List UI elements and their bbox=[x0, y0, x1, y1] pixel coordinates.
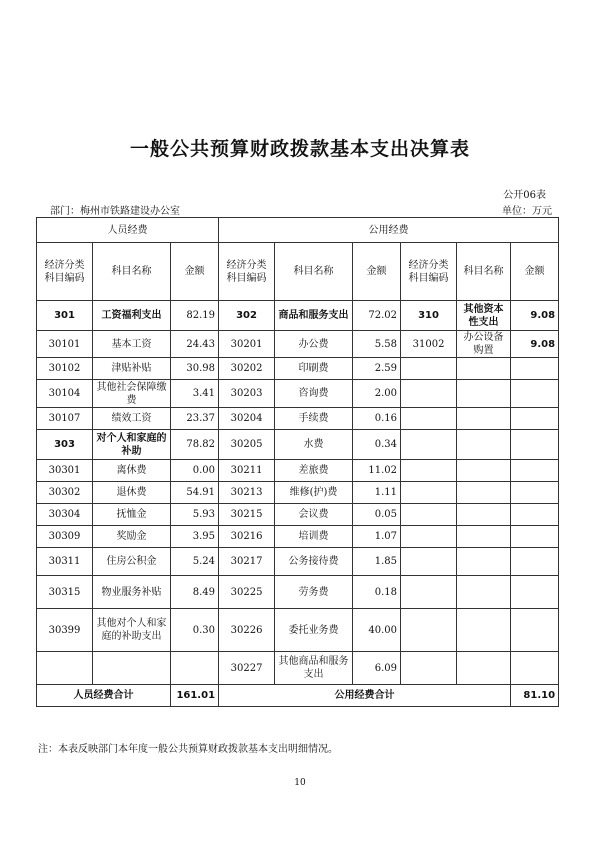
amount-cell bbox=[511, 430, 559, 460]
item-name-cell: 对个人和家庭的补助 bbox=[93, 430, 171, 460]
col-amount: 金额 bbox=[353, 243, 401, 301]
econ-code-cell bbox=[401, 482, 457, 504]
item-name-cell bbox=[457, 380, 511, 408]
econ-code-cell: 30304 bbox=[37, 504, 93, 526]
item-name-cell: 基本工资 bbox=[93, 331, 171, 358]
table-row bbox=[37, 358, 559, 380]
col-item-name: 科目名称 bbox=[457, 243, 511, 301]
amount-cell bbox=[511, 482, 559, 504]
amount-cell: 5.58 bbox=[353, 331, 401, 358]
item-name-cell: 委托业务费 bbox=[275, 609, 353, 652]
amount-cell: 30.98 bbox=[171, 358, 219, 380]
item-name-cell bbox=[457, 576, 511, 609]
amount-cell: 23.37 bbox=[171, 408, 219, 430]
amount-cell: 1.11 bbox=[353, 482, 401, 504]
item-name-cell bbox=[93, 652, 171, 685]
econ-code-cell bbox=[401, 548, 457, 576]
item-name-cell: 劳务费 bbox=[275, 576, 353, 609]
econ-code-cell: 30101 bbox=[37, 331, 93, 358]
item-name-cell bbox=[457, 504, 511, 526]
econ-code-cell: 30217 bbox=[219, 548, 275, 576]
econ-code-cell bbox=[401, 380, 457, 408]
item-name-cell: 水费 bbox=[275, 430, 353, 460]
amount-cell bbox=[511, 609, 559, 652]
item-name-cell: 其他资本性支出 bbox=[457, 301, 511, 331]
form-code: 公开06表 bbox=[503, 190, 546, 201]
amount-cell: 54.91 bbox=[171, 482, 219, 504]
item-name-cell bbox=[457, 430, 511, 460]
page-title: 一般公共预算财政拨款基本支出决算表 bbox=[129, 138, 470, 160]
table-row bbox=[37, 609, 559, 652]
table-row bbox=[37, 652, 559, 685]
econ-code-cell: 301 bbox=[37, 301, 93, 331]
econ-code-cell: 303 bbox=[37, 430, 93, 460]
econ-code-cell: 302 bbox=[219, 301, 275, 331]
econ-code-cell: 31002 bbox=[401, 331, 457, 358]
public-total-value: 81.10 bbox=[511, 685, 559, 707]
item-name-cell: 商品和服务支出 bbox=[275, 301, 353, 331]
amount-cell: 72.02 bbox=[353, 301, 401, 331]
econ-code-cell bbox=[401, 576, 457, 609]
econ-code-cell bbox=[401, 504, 457, 526]
econ-code-cell: 30399 bbox=[37, 609, 93, 652]
amount-cell: 0.00 bbox=[171, 460, 219, 482]
item-name-cell: 印刷费 bbox=[275, 358, 353, 380]
item-name-cell bbox=[457, 526, 511, 548]
amount-cell bbox=[511, 504, 559, 526]
econ-code-cell bbox=[401, 526, 457, 548]
econ-code-cell: 310 bbox=[401, 301, 457, 331]
amount-cell: 78.82 bbox=[171, 430, 219, 460]
econ-code-cell bbox=[401, 358, 457, 380]
econ-code-cell bbox=[401, 652, 457, 685]
amount-cell bbox=[511, 576, 559, 609]
col-amount: 金额 bbox=[171, 243, 219, 301]
amount-cell bbox=[511, 460, 559, 482]
econ-code-cell: 30213 bbox=[219, 482, 275, 504]
amount-cell: 0.16 bbox=[353, 408, 401, 430]
item-name-cell bbox=[457, 609, 511, 652]
econ-code-cell: 30215 bbox=[219, 504, 275, 526]
item-name-cell: 差旅费 bbox=[275, 460, 353, 482]
econ-code-cell: 30227 bbox=[219, 652, 275, 685]
item-name-cell: 其他对个人和家庭的补助支出 bbox=[93, 609, 171, 652]
item-name-cell: 奖励金 bbox=[93, 526, 171, 548]
amount-cell: 2.00 bbox=[353, 380, 401, 408]
amount-cell: 6.09 bbox=[353, 652, 401, 685]
econ-code-cell: 30203 bbox=[219, 380, 275, 408]
item-name-cell: 其他社会保障缴费 bbox=[93, 380, 171, 408]
expenditure-table bbox=[36, 217, 559, 707]
item-name-cell: 公务接待费 bbox=[275, 548, 353, 576]
amount-cell bbox=[511, 548, 559, 576]
amount-cell: 1.85 bbox=[353, 548, 401, 576]
amount-cell: 0.30 bbox=[171, 609, 219, 652]
col-item-name: 科目名称 bbox=[93, 243, 171, 301]
table-row bbox=[37, 430, 559, 460]
econ-code-cell: 30201 bbox=[219, 331, 275, 358]
amount-cell bbox=[511, 380, 559, 408]
item-name-cell: 办公费 bbox=[275, 331, 353, 358]
personnel-header: 人员经费 bbox=[37, 218, 219, 243]
footnote: 注：本表反映部门本年度一般公共预算财政拨款基本支出明细情况。 bbox=[38, 744, 338, 755]
item-name-cell bbox=[457, 460, 511, 482]
econ-code-cell: 30311 bbox=[37, 548, 93, 576]
public-header: 公用经费 bbox=[219, 218, 559, 243]
amount-cell bbox=[511, 652, 559, 685]
amount-cell bbox=[511, 408, 559, 430]
econ-code-cell: 30107 bbox=[37, 408, 93, 430]
public-total-label: 公用经费合计 bbox=[219, 685, 511, 707]
item-name-cell: 绩效工资 bbox=[93, 408, 171, 430]
econ-code-cell: 30205 bbox=[219, 430, 275, 460]
personnel-total-label: 人员经费合计 bbox=[37, 685, 171, 707]
econ-code-cell: 30226 bbox=[219, 609, 275, 652]
amount-cell: 3.41 bbox=[171, 380, 219, 408]
item-name-cell: 培训费 bbox=[275, 526, 353, 548]
amount-cell: 9.08 bbox=[511, 301, 559, 331]
amount-cell bbox=[511, 526, 559, 548]
item-name-cell: 津贴补贴 bbox=[93, 358, 171, 380]
amount-cell: 24.43 bbox=[171, 331, 219, 358]
item-name-cell: 退休费 bbox=[93, 482, 171, 504]
item-name-cell: 其他商品和服务支出 bbox=[275, 652, 353, 685]
amount-cell: 0.34 bbox=[353, 430, 401, 460]
econ-code-cell: 30225 bbox=[219, 576, 275, 609]
table-row bbox=[37, 408, 559, 430]
item-name-cell: 咨询费 bbox=[275, 380, 353, 408]
col-econ-code: 经济分类科目编码 bbox=[219, 243, 275, 301]
col-amount: 金额 bbox=[511, 243, 559, 301]
col-item-name: 科目名称 bbox=[275, 243, 353, 301]
amount-cell bbox=[171, 652, 219, 685]
item-name-cell: 手续费 bbox=[275, 408, 353, 430]
item-name-cell: 会议费 bbox=[275, 504, 353, 526]
amount-cell: 40.00 bbox=[353, 609, 401, 652]
amount-cell: 82.19 bbox=[171, 301, 219, 331]
amount-cell: 9.08 bbox=[511, 331, 559, 358]
col-econ-code: 经济分类科目编码 bbox=[401, 243, 457, 301]
page-number: 10 bbox=[294, 778, 306, 788]
item-name-cell bbox=[457, 548, 511, 576]
econ-code-cell bbox=[401, 460, 457, 482]
econ-code-cell: 30216 bbox=[219, 526, 275, 548]
table-row bbox=[37, 548, 559, 576]
econ-code-cell: 30211 bbox=[219, 460, 275, 482]
table-row bbox=[37, 301, 559, 331]
item-name-cell: 物业服务补贴 bbox=[93, 576, 171, 609]
amount-cell: 3.95 bbox=[171, 526, 219, 548]
econ-code-cell bbox=[37, 652, 93, 685]
econ-code-cell: 30202 bbox=[219, 358, 275, 380]
amount-cell: 2.59 bbox=[353, 358, 401, 380]
table-row bbox=[37, 526, 559, 548]
table-row bbox=[37, 460, 559, 482]
unit-label: 单位：万元 bbox=[502, 206, 552, 217]
item-name-cell: 维修(护)费 bbox=[275, 482, 353, 504]
econ-code-cell: 30204 bbox=[219, 408, 275, 430]
item-name-cell bbox=[457, 408, 511, 430]
amount-cell: 0.05 bbox=[353, 504, 401, 526]
amount-cell: 5.24 bbox=[171, 548, 219, 576]
econ-code-cell bbox=[401, 408, 457, 430]
amount-cell: 5.93 bbox=[171, 504, 219, 526]
item-name-cell: 办公设备购置 bbox=[457, 331, 511, 358]
econ-code-cell: 30102 bbox=[37, 358, 93, 380]
econ-code-cell: 30302 bbox=[37, 482, 93, 504]
item-name-cell: 抚恤金 bbox=[93, 504, 171, 526]
amount-cell bbox=[511, 358, 559, 380]
amount-cell: 8.49 bbox=[171, 576, 219, 609]
econ-code-cell: 30315 bbox=[37, 576, 93, 609]
table-row bbox=[37, 331, 559, 358]
item-name-cell: 工资福利支出 bbox=[93, 301, 171, 331]
table-row bbox=[37, 576, 559, 609]
item-name-cell: 住房公积金 bbox=[93, 548, 171, 576]
col-econ-code: 经济分类科目编码 bbox=[37, 243, 93, 301]
econ-code-cell bbox=[401, 609, 457, 652]
econ-code-cell: 30309 bbox=[37, 526, 93, 548]
item-name-cell bbox=[457, 652, 511, 685]
econ-code-cell: 30301 bbox=[37, 460, 93, 482]
amount-cell: 11.02 bbox=[353, 460, 401, 482]
table-row bbox=[37, 380, 559, 408]
department-label: 部门：梅州市铁路建设办公室 bbox=[50, 206, 180, 217]
amount-cell: 0.18 bbox=[353, 576, 401, 609]
amount-cell: 1.07 bbox=[353, 526, 401, 548]
econ-code-cell: 30104 bbox=[37, 380, 93, 408]
item-name-cell bbox=[457, 482, 511, 504]
econ-code-cell bbox=[401, 430, 457, 460]
table-row bbox=[37, 504, 559, 526]
table-row bbox=[37, 482, 559, 504]
item-name-cell: 离休费 bbox=[93, 460, 171, 482]
item-name-cell bbox=[457, 358, 511, 380]
personnel-total-value: 161.01 bbox=[171, 685, 219, 707]
